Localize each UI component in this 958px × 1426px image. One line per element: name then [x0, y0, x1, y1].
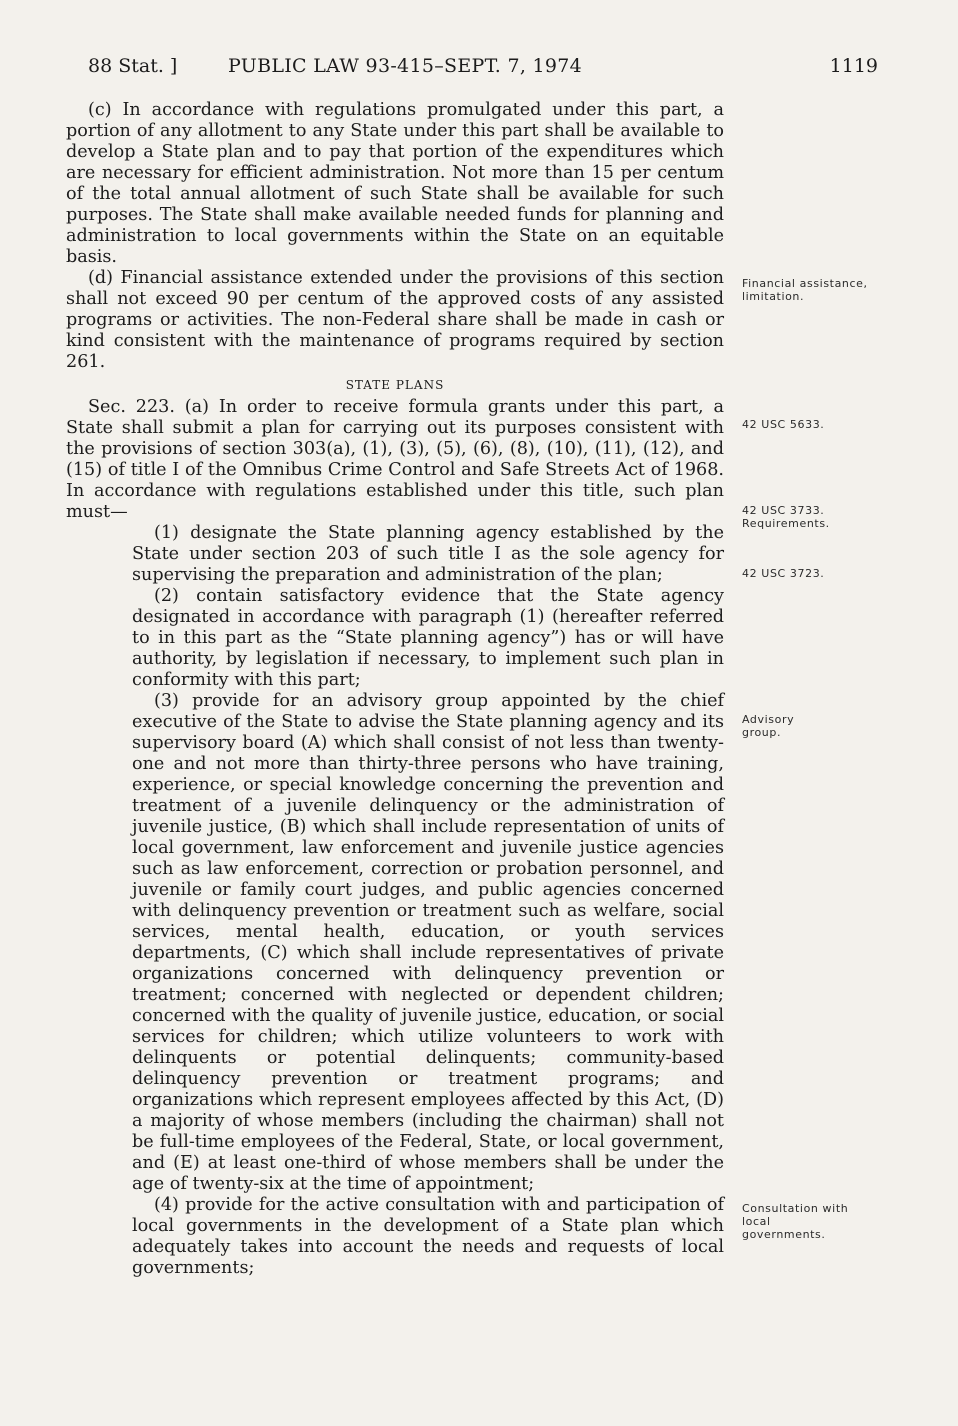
section-heading: STATE PLANS	[345, 378, 445, 392]
paragraph-d: (d) Financial assistance extended under the provisions of this section shall not exceed 90 per centum of the approved costs of any assisted programs or activities. The non-Federal share shall be made in cash or kind consistent with the maintenance of programs required by section 261.	[66, 268, 724, 372]
margin-note-usc-3733: 42 USC 3733. Requirements.	[742, 504, 830, 530]
plan-item-1: (1) designate the State planning agency established by the State under section 203 of such title I as the sole agency for supervising the preparation and administration of the plan;	[132, 523, 724, 585]
margin-note-usc-5633: 42 USC 5633.	[742, 418, 825, 431]
law-title: PUBLIC LAW 93-415–SEPT. 7, 1974	[228, 55, 583, 77]
margin-note-advisory: Advisory group.	[742, 713, 795, 739]
statute-reference: 88 Stat. ]	[88, 55, 178, 77]
page-number: 1119	[829, 55, 878, 77]
paragraph-c: (c) In accordance with regulations promulgated under this part, a portion of any allotment to any State under this part shall be available to develop a State plan and to pay that portion of the expenditures which are necessary for efficient administration. Not more than 15 per centum of the total annual allotment of such State shall be available for such purposes. The State shall make available needed funds for planning and administration to local governments within the State on an equitable basis.	[66, 100, 724, 267]
margin-note-usc-3723: 42 USC 3723.	[742, 567, 825, 580]
page-body	[66, 100, 724, 1279]
plan-item-2: (2) contain satisfactory evidence that the State agency designated in accordance with paragraph (1) (hereafter referred to in this part as the “State planning agency”) has or will have authority, by legislation if necessary, to implement such plan in conformity with this part;	[132, 586, 724, 690]
plan-item-3: (3) provide for an advisory group appointed by the chief executive of the State to advise the State planning agency and its supervisory board (A) which shall consist of not less than twenty-one and not more than thirty-three persons who have training, experience, or special knowledge concerning the prevention and treatment of a juvenile delinquency or the administration of juvenile justice, (B) which shall include representation of units of local government, law enforcement and juvenile justice agencies such as law enforcement, correction or probation personnel, and juvenile or family court judges, and public agencies concerned with delinquency prevention or treatment such as welfare, social services, mental health, education, or youth services departments, (C) which shall include representatives of private organizations concerned with delinquency prevention or treatment; concerned with neglected or dependent children; concerned with the quality of juvenile justice, education, or social services for children; which utilize volunteers to work with delinquents or potential delinquents; community-based delinquency prevention or treatment programs; and organizations which represent employees affected by this Act, (D) a majority of whose members (including the chairman) shall not be full-time employees of the Federal, State, or local government, and (E) at least one-third of whose members shall be under the age of twenty-six at the time of appointment;	[132, 691, 724, 1194]
page-header	[88, 55, 878, 83]
margin-note-financial: Financial assistance, limitation.	[742, 277, 868, 303]
plan-item-4: (4) provide for the active consultation with and participation of local governments in the development of a State plan which adequately takes into account the needs and requests of local governments;	[132, 1195, 724, 1278]
section-223: Sec. 223. (a) In order to receive formula grants under this part, a State shall submit a plan for carrying out its purposes consistent with the provisions of section 303(a), (1), (3), (5), (6), (8), (10), (11), (12), and (15) of title I of the Omnibus Crime Control and Safe Streets Act of 1968. In accordance with regulations established under this title, such plan must—	[66, 397, 724, 522]
margin-note-consultation: Consultation with local governments.	[742, 1202, 849, 1241]
